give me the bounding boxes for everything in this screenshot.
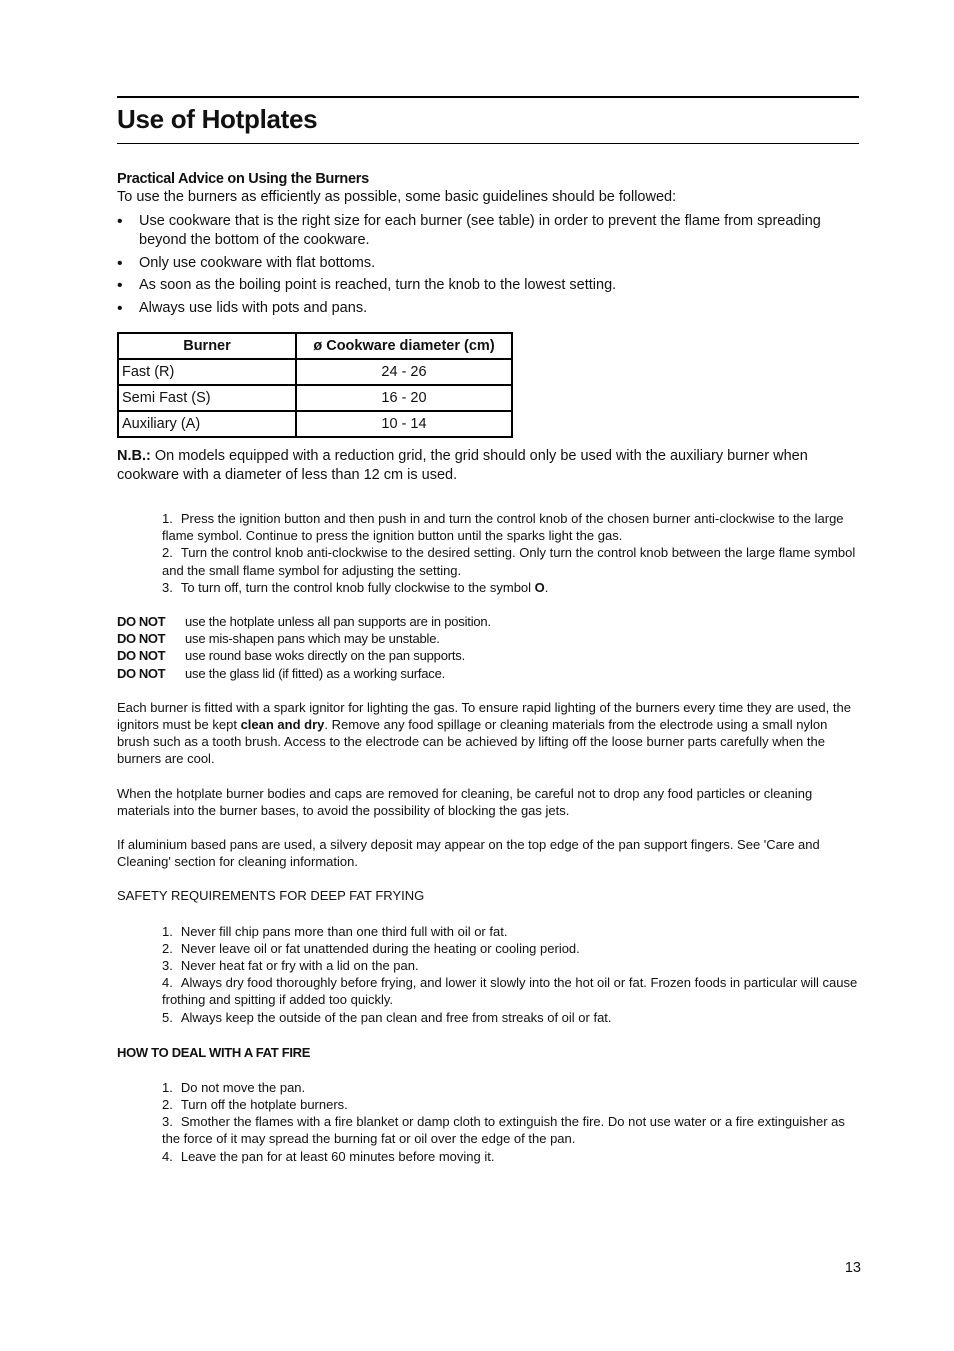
ignitor-text: Each burner is fitted with a spark ignitor for lighting the gas. To ensure rapid lighting of the burners every time they are used, the ignitors must be kept xyxy=(117,699,851,733)
list-item xyxy=(162,579,859,596)
bullet-item: • Use cookware that is the right size for each burner (see table) in order to prevent the flame from spreading beyond the bottom of the cookware. xyxy=(117,212,859,251)
table-header-row xyxy=(118,333,512,359)
practical-bullet-list xyxy=(117,212,859,319)
cell-burner: Semi Fast (S) xyxy=(118,385,296,411)
nb-note xyxy=(117,447,859,485)
item-text: Smother the flames with a fire blanket or damp cloth to extinguish the fire. Do not use water or a fire extinguisher as the force of it may spread the burning fat or oil over the edge of the pan. xyxy=(162,1114,845,1147)
do-not-text: use the glass lid (if fitted) as a working surface. xyxy=(185,665,446,681)
top-rule xyxy=(117,96,859,98)
bullet-item: • Only use cookware with flat bottoms. xyxy=(117,254,859,274)
do-not-row xyxy=(117,647,859,664)
cell-diameter: 24 - 26 xyxy=(296,359,512,385)
list-item xyxy=(162,1079,859,1096)
item-text: Turn off the hotplate burners. xyxy=(180,1097,348,1113)
item-number: 3. xyxy=(162,958,173,974)
do-not-label: DO NOT xyxy=(117,614,166,630)
item-text: Do not move the pan. xyxy=(180,1079,306,1095)
fat-fire-heading: HOW TO DEAL WITH A FAT FIRE xyxy=(117,1044,311,1060)
do-not-text: use the hotplate unless all pan supports are in position. xyxy=(185,614,491,630)
bullet-item: • Always use lids with pots and pans. xyxy=(117,299,859,319)
list-item xyxy=(162,974,859,1008)
header-diameter: ø Cookware diameter (cm) xyxy=(296,333,512,359)
fat-fire-list xyxy=(117,1079,859,1165)
section-heading-practical: Practical Advice on Using the Burners xyxy=(117,171,369,187)
item-text: Never fill chip pans more than one third full with oil or fat. xyxy=(180,923,508,939)
item-number: 5. xyxy=(162,1009,173,1025)
nb-text: On models equipped with a reduction grid, the grid should only be used with the auxiliary burner when cookware with a diameter of less than 12 cm is used. xyxy=(117,448,808,483)
step-number: 3. xyxy=(162,579,173,595)
off-symbol: O xyxy=(534,579,545,595)
list-item xyxy=(162,957,859,974)
ignitor-paragraph xyxy=(117,699,859,768)
item-number: 4. xyxy=(162,975,173,991)
clean-and-dry: clean and dry xyxy=(240,717,325,733)
do-not-label: DO NOT xyxy=(117,631,166,647)
document-page xyxy=(117,96,859,1165)
table-row xyxy=(118,359,512,385)
item-text: Always dry food thoroughly before frying, and lower it slowly into the hot oil or fat. Frozen foods in particular will cause frothing and spitting if added too quickly. xyxy=(162,975,858,1008)
list-item xyxy=(162,544,859,578)
item-text: Never leave oil or fat unattended during the heating or cooling period. xyxy=(180,940,580,956)
page-number: 13 xyxy=(844,1260,861,1276)
item-text: Always keep the outside of the pan clean and free from streaks of oil or fat. xyxy=(180,1009,612,1025)
list-item xyxy=(162,1009,859,1026)
caps-paragraph: When the hotplate burner bodies and caps are removed for cleaning, be careful not to drop any food particles or cleaning materials into the burner bases, to avoid the possibility of blocking the gas jets. xyxy=(117,785,813,818)
cell-diameter: 10 - 14 xyxy=(296,411,512,437)
list-item xyxy=(162,1148,859,1165)
step-text: Press the ignition button and then push in and turn the control knob of the chosen burner anti-clockwise to the large flame symbol. Continue to press the ignition button until the sparks light the gas. xyxy=(162,511,844,544)
item-text: Leave the pan for at least 60 minutes before moving it. xyxy=(180,1148,495,1164)
safety-list xyxy=(117,923,859,1026)
table-row xyxy=(118,411,512,437)
item-number: 3. xyxy=(162,1114,173,1130)
item-number: 2. xyxy=(162,940,173,956)
item-number: 2. xyxy=(162,1097,173,1113)
ignitor-text-rest: . Remove any food spillage or cleaning materials from the electrode using a small nylon brush such as a tooth brush. Access to the electrode can be achieved by lifting off the loose burner parts carefully when the burners are cool. xyxy=(117,717,828,767)
list-item xyxy=(162,1096,859,1113)
step-text: To turn off, turn the control knob fully clockwise to the symbol xyxy=(180,579,535,595)
item-number: 1. xyxy=(162,923,173,939)
item-number: 4. xyxy=(162,1148,173,1164)
bullet-item: • As soon as the boiling point is reached, turn the knob to the lowest setting. xyxy=(117,276,859,296)
table-row xyxy=(118,385,512,411)
do-not-label: DO NOT xyxy=(117,665,166,681)
item-text: Never heat fat or fry with a lid on the pan. xyxy=(180,958,419,974)
do-not-row xyxy=(117,630,859,647)
list-item xyxy=(162,1113,859,1147)
list-item xyxy=(162,923,859,940)
list-item xyxy=(162,510,859,544)
nb-label: N.B.: xyxy=(117,448,151,464)
do-not-label: DO NOT xyxy=(117,648,166,664)
list-item xyxy=(162,940,859,957)
step-tail: . xyxy=(544,579,549,595)
do-not-text: use mis-shapen pans which may be unstable. xyxy=(185,631,440,647)
step-number: 2. xyxy=(162,545,173,561)
do-not-text: use round base woks directly on the pan supports. xyxy=(185,648,465,664)
item-number: 1. xyxy=(162,1079,173,1095)
practical-intro: To use the burners as efficiently as possible, some basic guidelines should be followed: xyxy=(117,189,677,205)
cell-burner: Auxiliary (A) xyxy=(118,411,296,437)
ignition-steps xyxy=(117,510,859,596)
aluminium-paragraph: If aluminium based pans are used, a silvery deposit may appear on the top edge of the pan support fingers. See 'Care and Cleaning' section for cleaning information. xyxy=(117,837,820,870)
cell-diameter: 16 - 20 xyxy=(296,385,512,411)
title-rule xyxy=(117,143,859,144)
cell-burner: Fast (R) xyxy=(118,359,296,385)
do-not-row xyxy=(117,665,859,682)
step-text: Turn the control knob anti-clockwise to the desired setting. Only turn the control knob between the large flame symbol and the small flame symbol for adjusting the setting. xyxy=(162,545,856,578)
page-title: Use of Hotplates xyxy=(117,104,318,134)
do-not-list xyxy=(117,613,859,682)
burner-table xyxy=(117,332,513,438)
header-burner: Burner xyxy=(118,333,296,359)
safety-heading: SAFETY REQUIREMENTS FOR DEEP FAT FRYING xyxy=(117,888,425,904)
step-number: 1. xyxy=(162,511,173,526)
do-not-row xyxy=(117,613,859,630)
